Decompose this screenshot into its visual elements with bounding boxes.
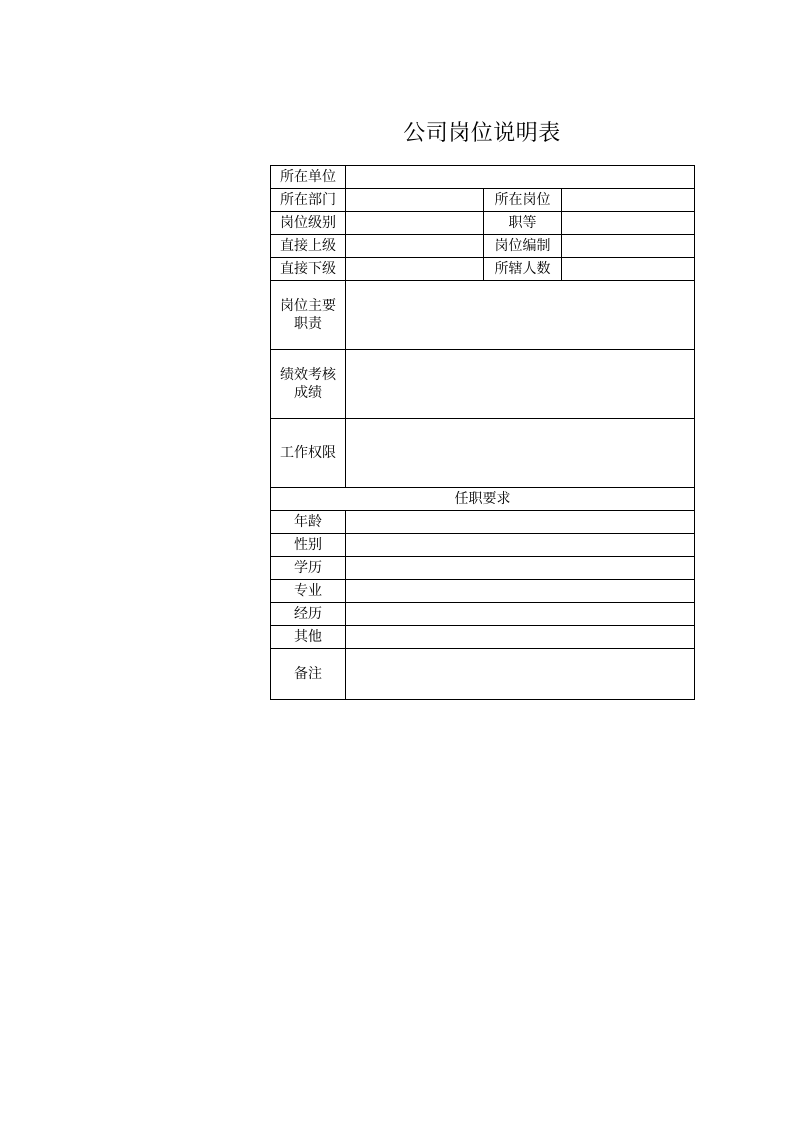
field-authority[interactable] bbox=[346, 419, 695, 488]
field-performance[interactable] bbox=[346, 350, 695, 419]
row-level bbox=[271, 212, 695, 235]
label-other: 其他 bbox=[271, 626, 346, 649]
label-major: 专业 bbox=[271, 580, 346, 603]
row-gender bbox=[271, 534, 695, 557]
row-experience bbox=[271, 603, 695, 626]
label-managed: 所辖人数 bbox=[484, 258, 562, 281]
field-managed[interactable] bbox=[562, 258, 695, 281]
field-unit[interactable] bbox=[346, 166, 695, 189]
field-remarks[interactable] bbox=[346, 649, 695, 700]
row-age bbox=[271, 511, 695, 534]
row-major bbox=[271, 580, 695, 603]
label-performance: 绩效考核成绩 bbox=[271, 350, 346, 419]
field-subordinate[interactable] bbox=[346, 258, 484, 281]
document-title: 公司岗位说明表 bbox=[403, 121, 561, 146]
label-dept: 所在部门 bbox=[271, 189, 346, 212]
field-age[interactable] bbox=[346, 511, 695, 534]
row-requirements-header bbox=[271, 488, 695, 511]
label-remarks: 备注 bbox=[271, 649, 346, 700]
field-gender[interactable] bbox=[346, 534, 695, 557]
label-age: 年龄 bbox=[271, 511, 346, 534]
row-remarks bbox=[271, 649, 695, 700]
row-subordinate bbox=[271, 258, 695, 281]
field-duties[interactable] bbox=[346, 281, 695, 350]
label-grade: 职等 bbox=[484, 212, 562, 235]
label-unit: 所在单位 bbox=[271, 166, 346, 189]
row-education bbox=[271, 557, 695, 580]
field-superior[interactable] bbox=[346, 235, 484, 258]
field-headcount[interactable] bbox=[562, 235, 695, 258]
label-duties: 岗位主要职责 bbox=[271, 281, 346, 350]
row-superior bbox=[271, 235, 695, 258]
row-other bbox=[271, 626, 695, 649]
label-headcount: 岗位编制 bbox=[484, 235, 562, 258]
label-post: 所在岗位 bbox=[484, 189, 562, 212]
label-level: 岗位级别 bbox=[271, 212, 346, 235]
label-experience: 经历 bbox=[271, 603, 346, 626]
label-authority: 工作权限 bbox=[271, 419, 346, 488]
row-dept bbox=[271, 189, 695, 212]
row-authority bbox=[271, 419, 695, 488]
row-unit bbox=[271, 166, 695, 189]
label-superior: 直接上级 bbox=[271, 235, 346, 258]
field-major[interactable] bbox=[346, 580, 695, 603]
job-description-table bbox=[270, 165, 695, 700]
label-subordinate: 直接下级 bbox=[271, 258, 346, 281]
field-experience[interactable] bbox=[346, 603, 695, 626]
field-other[interactable] bbox=[346, 626, 695, 649]
field-dept[interactable] bbox=[346, 189, 484, 212]
field-level[interactable] bbox=[346, 212, 484, 235]
label-gender: 性别 bbox=[271, 534, 346, 557]
field-education[interactable] bbox=[346, 557, 695, 580]
section-requirements-header: 任职要求 bbox=[271, 488, 695, 511]
row-performance bbox=[271, 350, 695, 419]
field-post[interactable] bbox=[562, 189, 695, 212]
row-duties bbox=[271, 281, 695, 350]
field-grade[interactable] bbox=[562, 212, 695, 235]
label-education: 学历 bbox=[271, 557, 346, 580]
